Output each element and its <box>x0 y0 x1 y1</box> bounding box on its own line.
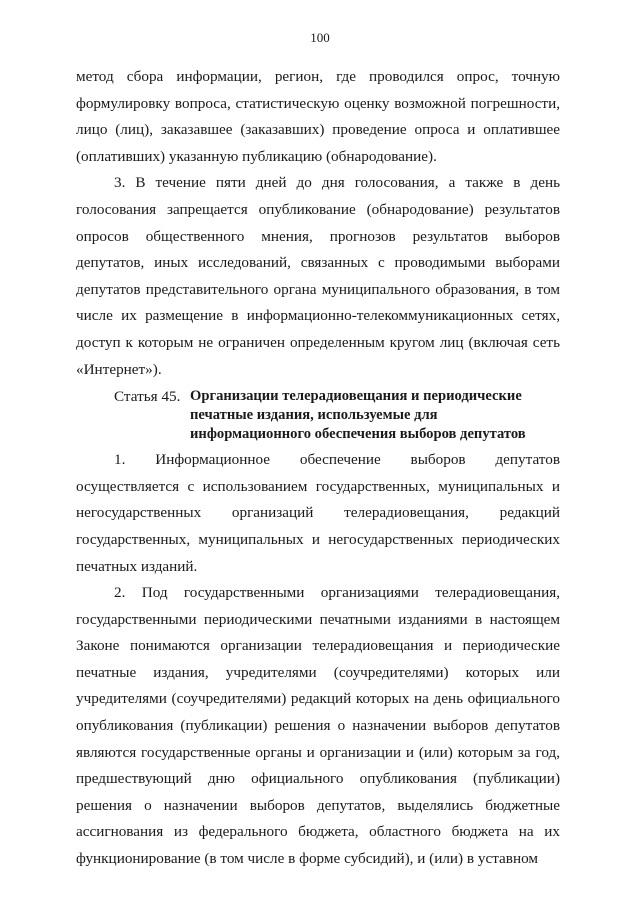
paragraph-point-2: 2. Под государственными организациями телерадиовещания, государственными периодическими печатными изданиями в настоящем Законе понимаются организации телерадиовещания и периодические печатные издания, учредителями (соучредителями) которых или учредителями (соучредителями) редакций которых на день официального опубликования (публикации) решения о назначении выборов депутатов являются государственные органы и организации и (или) которым за год, предшествующий дню официального опубликования (публикации) решения о назначении выборов депутатов, выделялись бюджетные ассигнования из федерального бюджета, областного бюджета на их функционирование (в том числе в форме субсидий), и (или) в уставном <box>76 584 560 868</box>
paragraph-point-1: 1. Информационное обеспечение выборов депутатов осуществляется с использованием государственных, муниципальных и негосударственных организаций телерадиовещания, редакций государственных, муниципальных и негосударственных периодических печатных изданий. <box>76 451 560 575</box>
page-number: 100 <box>310 30 330 45</box>
article-title-line: печатные издания, используемые для <box>190 407 438 424</box>
article-title-line: информационного обеспечения выборов депутатов <box>190 426 526 443</box>
paragraph-point-3: 3. В течение пяти дней до дня голосования, а также в день голосования запрещается опубликование (обнародование) результатов опросов общественного мнения, прогнозов результатов выборов депутатов, иных исследований, связанных с проводимыми выборами депутатов представительного органа муниципального образования, в том числе их размещение в информационно-телекоммуникационных сетях, доступ к которым не ограничен определенным кругом лиц (включая сеть «Интернет»). <box>76 174 560 378</box>
article-number: Статья 45. <box>114 388 181 406</box>
document-body <box>76 64 560 873</box>
article-heading <box>76 383 560 447</box>
article-title-line: Организации телерадиовещания и периодические <box>190 388 522 405</box>
article-title <box>190 383 560 447</box>
paragraph-continuation: метод сбора информации, регион, где проводился опрос, точную формулировку вопроса, статистическую оценку возможной погрешности, лицо (лиц), заказавшее (заказавших) проведение опроса и оплатившее (оплативших) указанную публикацию (обнародование). <box>76 68 560 165</box>
